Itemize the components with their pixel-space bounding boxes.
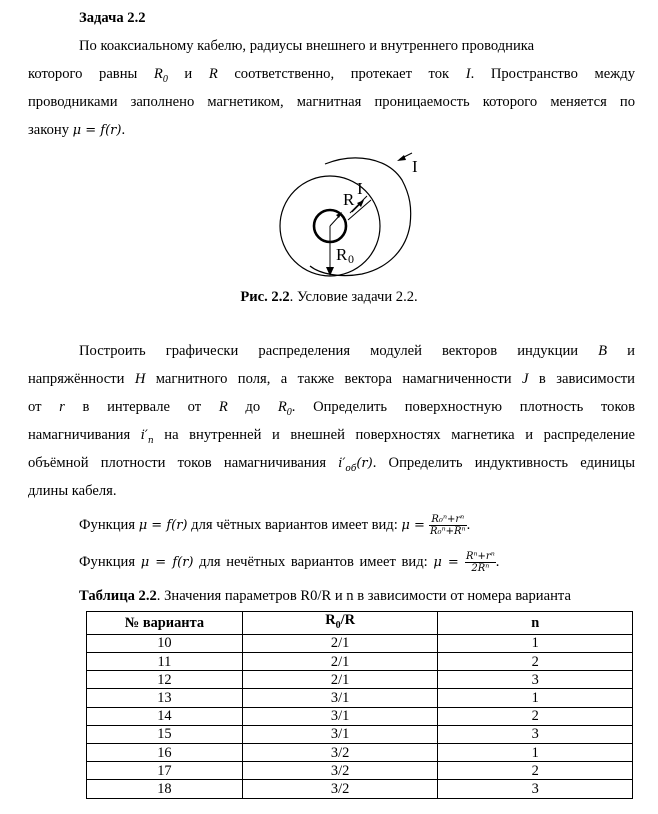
task-l5a: объёмной плотности токов намагничивания [28, 455, 339, 471]
func-odd-mu: μ = [433, 555, 465, 570]
label-r0: R [336, 245, 348, 264]
cell-variant: 14 [87, 707, 243, 725]
func-odd-fraction [465, 551, 496, 574]
func-odd-end: . [495, 554, 500, 570]
intro-line-3: проводниками заполнено магнетиком, магнитная проницаемость которого меняется по [28, 94, 635, 110]
task-l3b: в интервале от [64, 399, 219, 415]
coaxial-cable-figure [270, 150, 440, 280]
task-l5b: . Определить индуктивность единицы [372, 455, 635, 471]
intro-l2c: соответственно, протекает ток [217, 66, 466, 82]
func-even-numerator: R₀ⁿ+rⁿ [429, 514, 467, 526]
table-row [87, 634, 633, 652]
header-n: n [438, 612, 633, 635]
table-row [87, 707, 633, 725]
cell-n: 3 [438, 780, 633, 798]
cell-variant: 10 [87, 634, 243, 652]
mu-formula: μ = f(r) [72, 123, 122, 138]
cell-variant: 12 [87, 671, 243, 689]
task-l1a: Построить графически распределения модулей векторов индукции [79, 343, 599, 359]
cell-ratio: 2/1 [242, 653, 438, 671]
r-var-symbol: r [59, 399, 65, 415]
cell-variant: 18 [87, 780, 243, 798]
surface-current-subscript: п [147, 435, 154, 446]
r0-symbol: R [153, 66, 163, 82]
intro-line-2 [28, 65, 635, 89]
table-row [87, 689, 633, 707]
intro-line-1: По коаксиальному кабелю, радиусы внешнего и внутреннего проводника [79, 38, 535, 54]
intro-l2d: . Пространство между [470, 66, 635, 82]
func-even-text-a: Функция [79, 517, 139, 533]
cell-ratio: 2/1 [242, 671, 438, 689]
cell-ratio: 2/1 [242, 634, 438, 652]
figure-caption-text: . Условие задачи 2.2. [289, 289, 418, 305]
task-l1b: и [607, 343, 635, 359]
table-row [87, 653, 633, 671]
func-even-line [79, 512, 470, 539]
cell-n: 1 [438, 634, 633, 652]
figure-caption-bold: Рис. 2.2 [240, 289, 290, 305]
r0-range-symbol: R [277, 399, 287, 415]
table-row [87, 671, 633, 689]
intro-l2a: которого равны [28, 66, 154, 82]
b-symbol: B [598, 343, 608, 359]
cell-n: 3 [438, 671, 633, 689]
task-line-3 [28, 398, 635, 422]
cell-n: 2 [438, 653, 633, 671]
cell-n: 2 [438, 707, 633, 725]
task-l4b: на внутренней и внешней поверхностях магнетика и распределение [153, 427, 636, 443]
table-caption [79, 587, 571, 605]
table-row [87, 780, 633, 798]
task-title: Задача 2.2 [79, 10, 146, 26]
table-row [87, 744, 633, 762]
intro-l4a: закону [28, 122, 73, 138]
intro-l4c: . [121, 122, 126, 138]
r0-subscript: 0 [162, 73, 168, 85]
table-row [87, 762, 633, 780]
task-line-5 [28, 454, 635, 478]
cell-n: 2 [438, 762, 633, 780]
func-odd-text-a: Функция [79, 554, 141, 570]
surface-current-symbol: i′ [140, 428, 148, 443]
task-l3a: от [28, 399, 60, 415]
func-odd-denominator: 2Rⁿ [471, 563, 490, 575]
volume-current-argument: (r) [356, 456, 373, 471]
cell-ratio: 3/2 [242, 780, 438, 798]
func-even-end: . [466, 517, 471, 533]
task-l3c: до [227, 399, 278, 415]
variants-table [86, 611, 633, 799]
figure-caption [0, 288, 658, 306]
cell-n: 1 [438, 689, 633, 707]
header-ratio-rest: /R [340, 612, 355, 628]
intro-l2b: и [167, 66, 209, 82]
table-header-row [87, 612, 633, 635]
r-range-symbol: R [218, 399, 228, 415]
volume-current-symbol: i′ [338, 456, 346, 471]
r0-range-subscript: 0 [286, 406, 292, 418]
task-line-4 [28, 426, 635, 450]
label-inner-current: I [357, 179, 363, 198]
cell-variant: 16 [87, 744, 243, 762]
volume-current-subscript: об [345, 463, 357, 474]
task-line-2 [28, 370, 635, 388]
header-ratio-sub: 0 [335, 619, 341, 631]
label-r: R [343, 190, 355, 209]
func-even-text-b: для чётных вариантов имеет вид: [187, 517, 402, 533]
cell-ratio: 3/1 [242, 725, 438, 743]
cell-ratio: 3/2 [242, 744, 438, 762]
header-variant: № варианта [87, 612, 243, 635]
h-symbol: H [134, 371, 146, 387]
cell-n: 1 [438, 744, 633, 762]
func-odd-numerator: Rⁿ+rⁿ [465, 551, 495, 563]
j-symbol: J [522, 371, 529, 387]
func-odd-text-b: для нечётных вариантов имеет вид: [193, 554, 434, 570]
cell-n: 3 [438, 725, 633, 743]
outer-current-arrowhead [397, 155, 406, 161]
func-odd-line [79, 549, 499, 576]
func-even-fx: μ = f(r) [138, 518, 188, 533]
cell-ratio: 3/1 [242, 689, 438, 707]
cell-variant: 15 [87, 725, 243, 743]
cell-variant: 11 [87, 653, 243, 671]
task-l2c: в зависимости [528, 371, 635, 387]
task-l2b: магнитного поля, а также вектора намагниченности [145, 371, 523, 387]
cell-variant: 13 [87, 689, 243, 707]
header-ratio-r: R [325, 612, 336, 628]
func-odd-fx: μ = f(r) [140, 555, 194, 570]
task-l3d: . Определить поверхностную плотность токов [291, 399, 635, 415]
task-l4a: намагничивания [28, 427, 141, 443]
i-symbol: I [465, 66, 471, 82]
cable-outer-contour [310, 158, 411, 276]
header-ratio [242, 612, 438, 635]
cell-variant: 17 [87, 762, 243, 780]
label-outer-current: I [412, 157, 418, 176]
table-row [87, 725, 633, 743]
func-even-fraction [429, 514, 467, 537]
func-even-mu: μ = [401, 518, 430, 533]
intro-line-4 [28, 121, 125, 140]
cell-ratio: 3/2 [242, 762, 438, 780]
task-line-6: длины кабеля. [28, 483, 117, 499]
label-r0-subscript: 0 [348, 252, 354, 266]
task-l2a: напряжённости [28, 371, 135, 387]
task-line-1 [79, 342, 635, 360]
table-caption-text: . Значения параметров R0/R и n в зависимости от номера варианта [156, 588, 571, 604]
table-caption-bold: Таблица 2.2 [79, 588, 157, 604]
r-symbol: R [208, 66, 218, 82]
func-even-denominator: R₀ⁿ+Rⁿ [430, 526, 466, 538]
cell-ratio: 3/1 [242, 707, 438, 725]
